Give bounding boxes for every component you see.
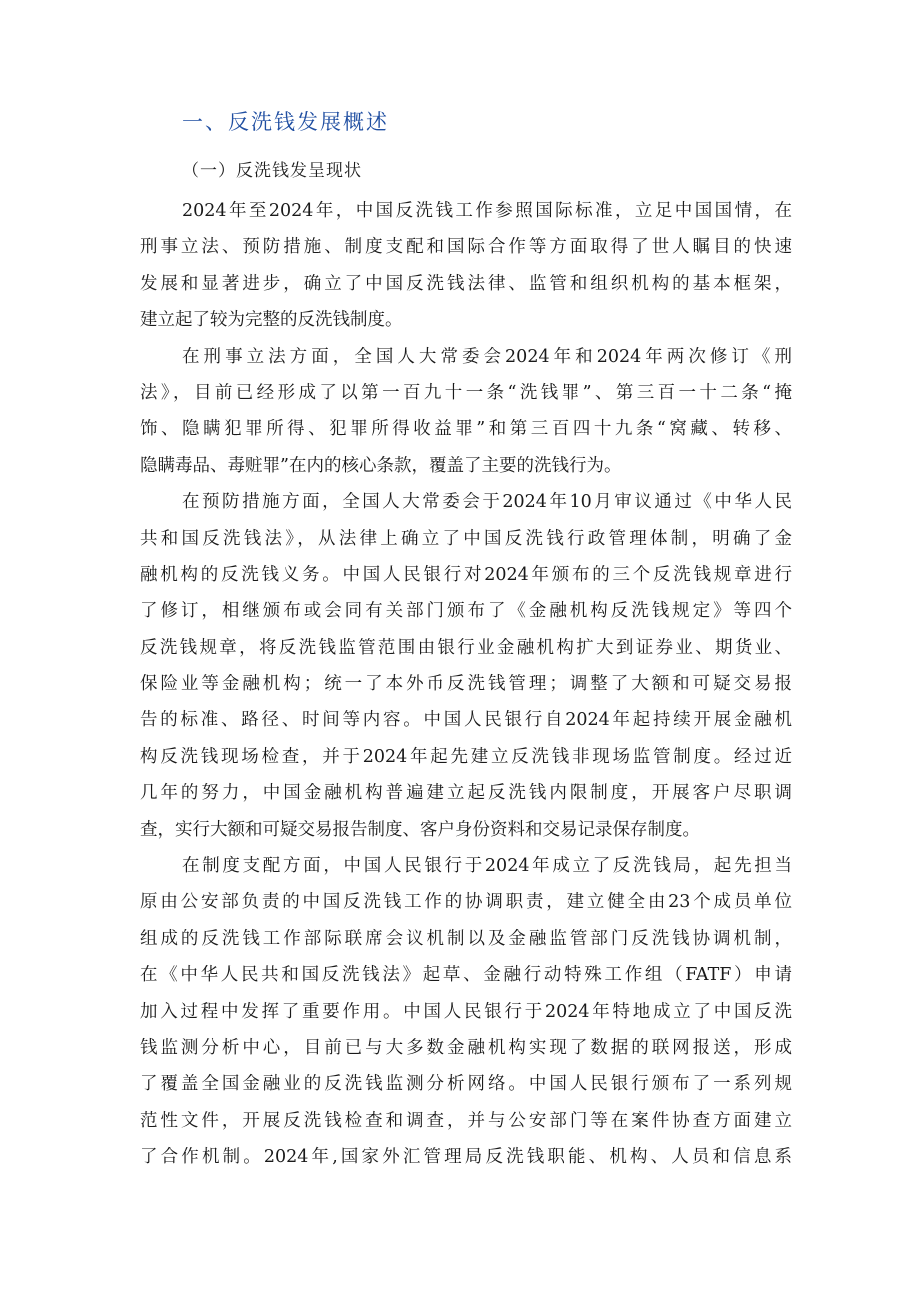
text-line: 共和国反洗钱法》，从法律上确立了中国反洗钱行政管理体制，明确了金	[140, 528, 792, 549]
body-text	[140, 193, 792, 1176]
paragraph	[140, 848, 792, 1176]
paragraph	[140, 339, 792, 485]
subsection-heading: （一）反洗钱发呈现状	[182, 161, 362, 181]
section-heading: 一、反洗钱发展概述	[182, 110, 389, 134]
text-line: 融机构的反洗钱义务。中国人民银行对2024年颁布的三个反洗钱规章进行	[140, 564, 792, 585]
text-line: 保险业等金融机构；统一了本外币反洗钱管理；调整了大额和可疑交易报	[140, 674, 792, 695]
text-line: 在预防措施方面，全国人大常委会于2024年10月审议通过《中华人民	[182, 492, 792, 513]
text-line: 了修订，相继颁布或会同有关部门颁布了《金融机构反洗钱规定》等四个	[140, 601, 792, 622]
paragraph	[140, 484, 792, 848]
text-line: 在《中华人民共和国反洗钱法》起草、金融行动特殊工作组（FATF）申请	[140, 965, 792, 986]
text-line: 在刑事立法方面，全国人大常委会2024年和2024年两次修订《刑	[182, 346, 792, 367]
text-line: 告的标准、路径、时间等内容。中国人民银行自2024年起持续开展金融机	[140, 710, 792, 731]
text-line: 几年的努力，中国金融机构普遍建立起反洗钱内限制度，开展客户尽职调	[140, 783, 792, 804]
text-line: 发展和显著进步，确立了中国反洗钱法律、监管和组织机构的基本框架，	[140, 273, 792, 294]
text-line: 2024年至2024年，中国反洗钱工作参照国际标准，立足中国国情，在	[182, 201, 792, 221]
text-line: 反洗钱规章，将反洗钱监管范围由银行业金融机构扩大到证券业、期货业、	[140, 637, 792, 658]
paragraph	[140, 193, 792, 339]
text-line: 原由公安部负责的中国反洗钱工作的协调职责，建立健全由23个成员单位	[140, 892, 792, 913]
text-line: 钱监测分析中心，目前已与大多数金融机构实现了数据的联网报送，形成	[140, 1037, 792, 1058]
text-line: 构反洗钱现场检查，并于2024年起先建立反洗钱非现场监管制度。经过近	[140, 746, 792, 767]
text-line: 隐瞒毒品、毒赃罪”在内的核心条款，覆盖了主要的洗钱行为。	[140, 455, 622, 476]
text-line: 法》，目前已经形成了以第一百九十一条“洗钱罪”、第三百一十二条“掩	[140, 382, 792, 403]
text-line: 组成的反洗钱工作部际联席会议机制以及金融监管部门反洗钱协调机制，	[140, 928, 792, 949]
text-line: 在制度支配方面，中国人民银行于2024年成立了反洗钱局，起先担当	[182, 856, 792, 877]
text-line: 查，实行大额和可疑交易报告制度、客户身份资料和交易记录保存制度。	[140, 819, 700, 840]
text-line: 范性文件，开展反洗钱检查和调查，并与公安部门等在案件协查方面建立	[140, 1110, 792, 1131]
text-line: 饰、隐瞒犯罪所得、犯罪所得收益罪”和第三百四十九条“窝藏、转移、	[140, 419, 792, 440]
text-line: 加入过程中发挥了重要作用。中国人民银行于2024年特地成立了中国反洗	[140, 1001, 792, 1022]
text-line: 建立起了较为完整的反洗钱制度。	[140, 310, 403, 331]
text-line: 刑事立法、预防措施、制度支配和国际合作等方面取得了世人瞩目的快速	[140, 237, 792, 258]
text-line: 了覆盖全国金融业的反洗钱监测分析网络。中国人民银行颁布了一系列规	[140, 1074, 792, 1095]
text-line: 了合作机制。2024年,国家外汇管理局反洗钱职能、机构、人员和信息系	[140, 1147, 792, 1168]
